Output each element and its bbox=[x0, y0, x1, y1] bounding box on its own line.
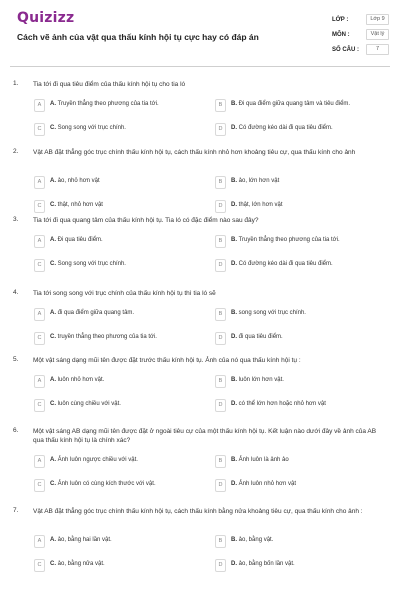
question-6 bbox=[0, 427, 400, 487]
option-text bbox=[231, 237, 387, 243]
option-letter-box: B bbox=[215, 308, 226, 321]
question-number: 1. bbox=[13, 80, 19, 87]
answer-option-a[interactable] bbox=[34, 454, 206, 471]
option-label: Song song với trục chính. bbox=[57, 261, 126, 267]
option-label: ảo, bằng vật. bbox=[238, 537, 274, 543]
option-letter-box: A bbox=[34, 99, 45, 112]
option-text bbox=[50, 457, 206, 463]
option-label: luôn nhỏ hơn vật. bbox=[57, 377, 105, 383]
question-3 bbox=[0, 216, 400, 276]
option-letter-box: D bbox=[215, 123, 226, 136]
option-label: luôn lớn hơn vật. bbox=[238, 377, 284, 383]
option-text bbox=[50, 401, 206, 407]
option-prefix: C. bbox=[50, 261, 56, 267]
option-prefix: B. bbox=[231, 537, 237, 543]
option-label: Truyền thẳng theo phương của tia tới. bbox=[238, 237, 340, 243]
answer-option-a[interactable] bbox=[34, 534, 206, 551]
question-4 bbox=[0, 289, 400, 349]
option-text bbox=[50, 237, 206, 243]
option-prefix: D. bbox=[231, 125, 237, 131]
meta-subject-value[interactable]: Vật lý bbox=[366, 29, 389, 40]
option-text bbox=[231, 101, 387, 107]
answer-option-c[interactable] bbox=[34, 398, 206, 415]
answer-option-a[interactable] bbox=[34, 307, 206, 324]
question-text: Một vật sáng dạng mũi tên được đặt trước thấu kính hội tụ. Ảnh của nó qua thấu kính hội tụ : bbox=[33, 357, 301, 364]
option-label: Đi qua điểm giữa quang tâm và tiêu điểm. bbox=[238, 101, 351, 107]
option-label: Ảnh luôn nhỏ hơn vật bbox=[238, 481, 296, 487]
option-prefix: A. bbox=[50, 310, 56, 316]
option-label: luôn cùng chiều với vật. bbox=[57, 401, 121, 407]
option-letter-box: D bbox=[215, 479, 226, 492]
answer-option-d[interactable] bbox=[215, 478, 387, 495]
option-prefix: A. bbox=[50, 237, 56, 243]
answer-option-c[interactable] bbox=[34, 122, 206, 139]
option-text bbox=[231, 334, 387, 340]
option-label: Song song với trục chính. bbox=[57, 125, 126, 131]
option-text bbox=[231, 457, 387, 463]
option-text bbox=[50, 101, 206, 107]
answer-option-d[interactable] bbox=[215, 258, 387, 275]
option-prefix: C. bbox=[50, 334, 56, 340]
option-text bbox=[231, 125, 387, 131]
option-label: Ảnh luôn có cùng kích thước với vật. bbox=[57, 481, 156, 487]
option-text bbox=[50, 261, 206, 267]
option-letter-box: B bbox=[215, 176, 226, 189]
option-prefix: D. bbox=[231, 561, 237, 567]
option-text bbox=[231, 202, 387, 208]
option-text bbox=[231, 310, 387, 316]
option-prefix: B. bbox=[231, 237, 237, 243]
answer-option-c[interactable] bbox=[34, 558, 206, 575]
meta-class-value[interactable]: Lớp 9 bbox=[366, 14, 389, 25]
answer-option-b[interactable] bbox=[215, 175, 387, 192]
option-prefix: B. bbox=[231, 310, 237, 316]
option-prefix: C. bbox=[50, 401, 56, 407]
meta-count-label: SỐ CÂU : bbox=[332, 47, 359, 53]
question-number: 5. bbox=[13, 356, 19, 363]
option-text bbox=[50, 481, 206, 487]
question-7 bbox=[0, 507, 400, 567]
option-letter-box: A bbox=[34, 535, 45, 548]
option-prefix: A. bbox=[50, 178, 56, 184]
option-prefix: D. bbox=[231, 334, 237, 340]
option-letter-box: D bbox=[215, 559, 226, 572]
option-text bbox=[50, 202, 206, 208]
option-letter-box: B bbox=[215, 99, 226, 112]
option-letter-box: A bbox=[34, 176, 45, 189]
option-text bbox=[231, 377, 387, 383]
option-text bbox=[231, 481, 387, 487]
header-divider bbox=[10, 66, 390, 67]
question-5 bbox=[0, 356, 400, 416]
option-label: Có đường kéo dài đi qua tiêu điểm. bbox=[238, 261, 333, 267]
answer-option-d[interactable] bbox=[215, 331, 387, 348]
option-letter-box: C bbox=[34, 479, 45, 492]
worksheet-title: Cách vẽ ảnh của vật qua thấu kính hội tụ cực hay có đáp án bbox=[17, 32, 259, 42]
answer-option-a[interactable] bbox=[34, 234, 206, 251]
option-letter-box: B bbox=[215, 455, 226, 468]
answer-option-b[interactable] bbox=[215, 374, 387, 391]
option-prefix: A. bbox=[50, 377, 56, 383]
option-prefix: D. bbox=[231, 202, 237, 208]
option-prefix: D. bbox=[231, 261, 237, 267]
question-number: 7. bbox=[13, 507, 19, 514]
option-letter-box: D bbox=[215, 332, 226, 345]
answer-option-d[interactable] bbox=[215, 122, 387, 139]
option-prefix: B. bbox=[231, 101, 237, 107]
option-label: thật, lớn hơn vật bbox=[238, 202, 283, 208]
answer-option-b[interactable] bbox=[215, 307, 387, 324]
question-2 bbox=[0, 148, 400, 208]
question-text: Vật AB đặt thẳng góc trục chính thấu kính hội tụ, cách thấu kính bằng nửa khoảng tiêu cự, qua thấu kính cho ảnh : bbox=[33, 508, 363, 515]
option-label: thật, nhỏ hơn vật bbox=[57, 202, 103, 208]
option-prefix: C. bbox=[50, 481, 56, 487]
option-label: có thể lớn hơn hoặc nhỏ hơn vật bbox=[238, 401, 326, 407]
option-letter-box: D bbox=[215, 259, 226, 272]
answer-option-d[interactable] bbox=[215, 558, 387, 575]
option-prefix: D. bbox=[231, 401, 237, 407]
answer-option-c[interactable] bbox=[34, 258, 206, 275]
option-text bbox=[231, 561, 387, 567]
option-letter-box: A bbox=[34, 308, 45, 321]
question-number: 2. bbox=[13, 148, 19, 155]
option-text bbox=[50, 125, 206, 131]
option-label: Đi qua tiêu điểm. bbox=[57, 237, 103, 243]
question-text: Tia tới song song với trục chính của thấu kính hội tụ thì tia ló sẽ bbox=[33, 290, 216, 297]
option-text bbox=[50, 178, 206, 184]
question-number: 3. bbox=[13, 216, 19, 223]
answer-option-d[interactable] bbox=[215, 398, 387, 415]
answer-option-a[interactable] bbox=[34, 175, 206, 192]
option-letter-box: C bbox=[34, 559, 45, 572]
option-text bbox=[231, 401, 387, 407]
option-prefix: A. bbox=[50, 537, 56, 543]
option-text bbox=[231, 178, 387, 184]
option-letter-box: A bbox=[34, 455, 45, 468]
question-text: Tia tới đi qua quang tâm của thấu kính hội tụ. Tia ló có đặc điểm nào sau đây? bbox=[33, 217, 259, 224]
option-label: Có đường kéo dài đi qua tiêu điểm. bbox=[238, 125, 333, 131]
option-prefix: B. bbox=[231, 457, 237, 463]
option-letter-box: B bbox=[215, 235, 226, 248]
option-prefix: C. bbox=[50, 202, 56, 208]
option-text bbox=[50, 377, 206, 383]
option-label: Ảnh luôn ngược chiều với vật. bbox=[57, 457, 138, 463]
option-label: đi qua điểm giữa quang tâm. bbox=[57, 310, 135, 316]
option-label: song song với trục chính. bbox=[238, 310, 306, 316]
option-label: ảo, bằng bốn lần vật. bbox=[238, 561, 295, 567]
option-text bbox=[231, 537, 387, 543]
question-1 bbox=[0, 80, 400, 140]
question-text: Vật AB đặt thẳng góc trục chính thấu kính hội tụ, cách thấu kính nhỏ hơn khoảng tiêu cự, qua thấu kính cho ảnh bbox=[33, 149, 356, 156]
option-letter-box: C bbox=[34, 259, 45, 272]
option-prefix: B. bbox=[231, 377, 237, 383]
option-label: ảo, bằng hai lần vật. bbox=[57, 537, 112, 543]
answer-option-a[interactable] bbox=[34, 374, 206, 391]
meta-count-value[interactable]: 7 bbox=[366, 44, 389, 55]
option-label: Truyền thẳng theo phương của tia tới. bbox=[57, 101, 159, 107]
option-letter-box: B bbox=[215, 535, 226, 548]
answer-option-b[interactable] bbox=[215, 98, 387, 115]
answer-option-b[interactable] bbox=[215, 534, 387, 551]
option-letter-box: C bbox=[34, 332, 45, 345]
answer-option-b[interactable] bbox=[215, 454, 387, 471]
option-prefix: B. bbox=[231, 178, 237, 184]
quizizz-logo: Quizizz bbox=[17, 10, 75, 26]
option-label: ảo, bằng nửa vật. bbox=[57, 561, 105, 567]
option-prefix: C. bbox=[50, 125, 56, 131]
option-letter-box: B bbox=[215, 375, 226, 388]
option-letter-box: C bbox=[34, 399, 45, 412]
option-label: ảo, nhỏ hơn vật bbox=[57, 178, 100, 184]
question-number: 6. bbox=[13, 427, 19, 434]
answer-option-c[interactable] bbox=[34, 478, 206, 495]
answer-option-a[interactable] bbox=[34, 98, 206, 115]
option-label: đi qua tiêu điểm. bbox=[238, 334, 283, 340]
answer-option-d[interactable] bbox=[215, 199, 387, 216]
option-letter-box: A bbox=[34, 235, 45, 248]
option-label: ảo, lớn hơn vật bbox=[238, 178, 280, 184]
option-letter-box: D bbox=[215, 399, 226, 412]
option-letter-box: A bbox=[34, 375, 45, 388]
answer-option-c[interactable] bbox=[34, 199, 206, 216]
option-letter-box: D bbox=[215, 200, 226, 213]
answer-option-c[interactable] bbox=[34, 331, 206, 348]
question-text: Một vật sáng AB dạng mũi tên được đặt ở ngoài tiêu cự của một thấu kính hội tụ. Kết luận nào dưới đây về ảnh của AB qua thấu kính hội tụ là chính xác? bbox=[33, 428, 377, 444]
question-number: 4. bbox=[13, 289, 19, 296]
option-text bbox=[50, 537, 206, 543]
option-letter-box: C bbox=[34, 123, 45, 136]
option-text bbox=[50, 561, 206, 567]
option-prefix: D. bbox=[231, 481, 237, 487]
option-prefix: C. bbox=[50, 561, 56, 567]
option-letter-box: C bbox=[34, 200, 45, 213]
meta-class-label: LỚP : bbox=[332, 17, 349, 23]
option-prefix: A. bbox=[50, 457, 56, 463]
option-prefix: A. bbox=[50, 101, 56, 107]
option-label: Ảnh luôn là ảnh ảo bbox=[238, 457, 289, 463]
meta-subject-label: MÔN : bbox=[332, 32, 350, 38]
answer-option-b[interactable] bbox=[215, 234, 387, 251]
question-text: Tia tới đi qua tiêu điểm của thấu kính hội tụ cho tia ló bbox=[33, 81, 186, 88]
option-text bbox=[50, 310, 206, 316]
worksheet-header bbox=[0, 0, 400, 62]
option-label: truyền thẳng theo phương của tia tới. bbox=[57, 334, 157, 340]
option-text bbox=[231, 261, 387, 267]
option-text bbox=[50, 334, 206, 340]
